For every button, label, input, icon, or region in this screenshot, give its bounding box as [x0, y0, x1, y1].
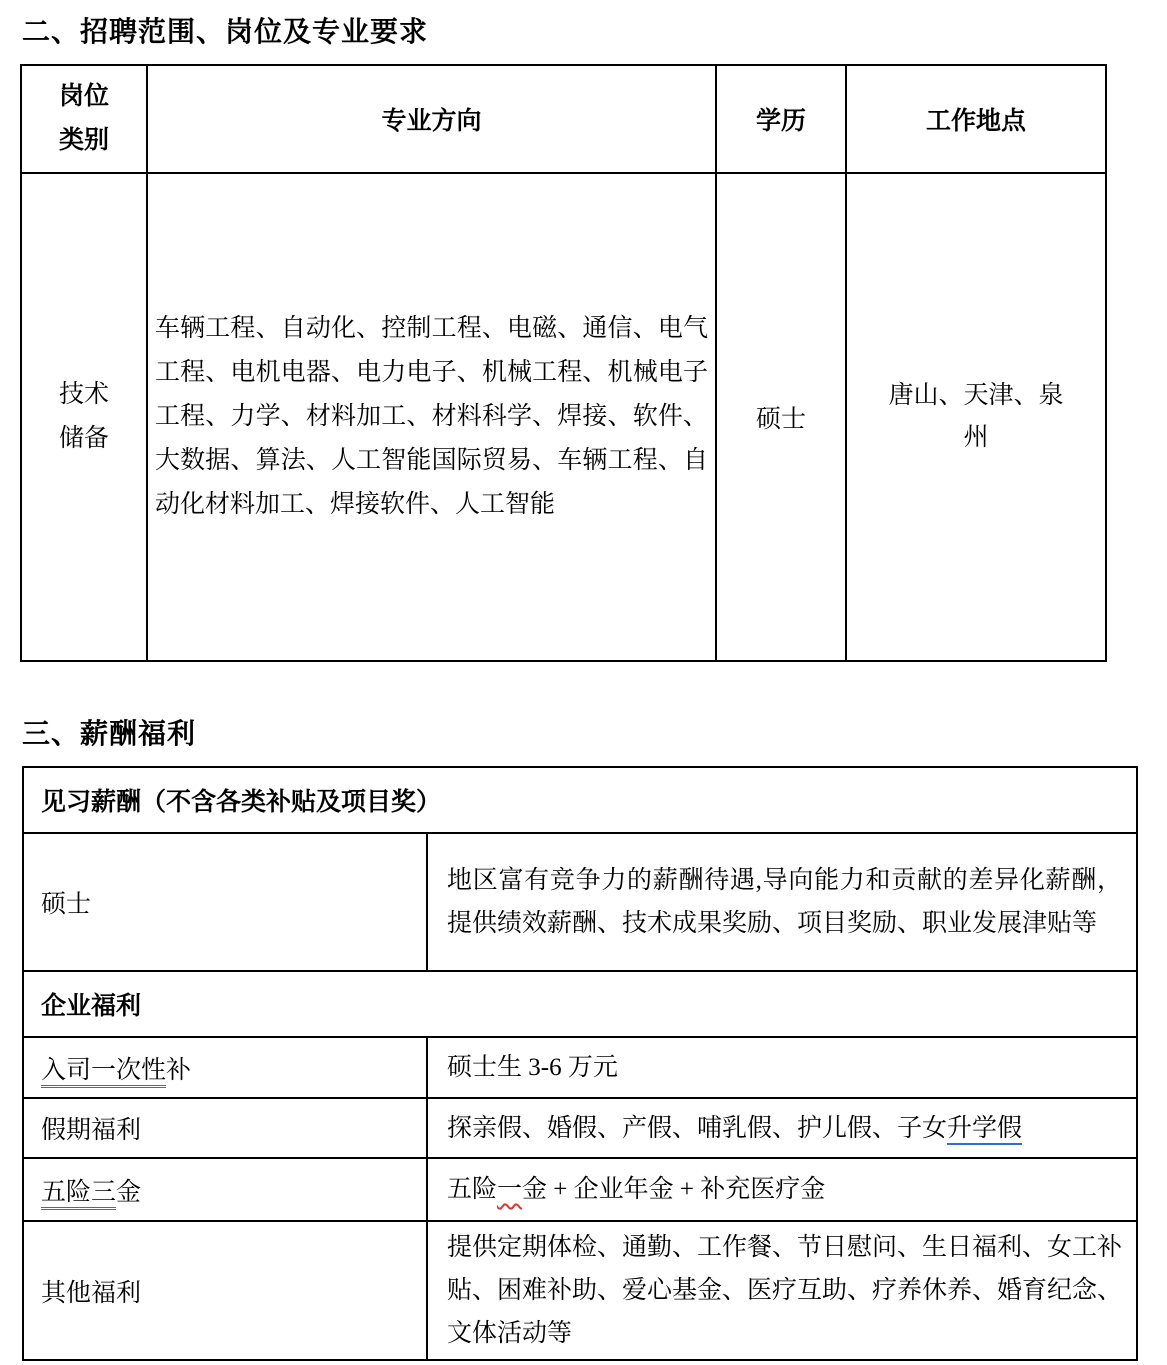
- header-location-cell: 工作地点: [846, 65, 1106, 173]
- header-major-cell: 专业方向: [147, 65, 716, 173]
- trainee-salary-row: [23, 833, 1137, 971]
- welfare-label-cell: 其他福利: [23, 1221, 427, 1360]
- trainee-salary-label-cell: 硕士: [23, 833, 427, 971]
- welfare-row-holiday: [23, 1098, 1137, 1158]
- underlined-text: 入司一次性: [41, 1057, 166, 1088]
- trainee-salary-header-row: [23, 767, 1137, 833]
- location-text: 唐山、天津、泉州: [888, 381, 1064, 451]
- header-category-cell: [21, 65, 147, 173]
- category-cell: [21, 173, 147, 661]
- welfare-value-text: 五险: [447, 1176, 498, 1203]
- welfare-value-cell: [427, 1158, 1137, 1221]
- recruitment-data-row: [21, 173, 1106, 661]
- welfare-header-row: [23, 971, 1137, 1037]
- welfare-label-cell: 假期福利: [23, 1098, 427, 1158]
- welfare-row-onboarding-subsidy: [23, 1037, 1137, 1098]
- spellcheck-word: 一: [497, 1176, 523, 1203]
- welfare-row-other: [23, 1221, 1137, 1360]
- header-category-label: 岗位类别: [58, 83, 109, 154]
- category-label: 技术储备: [58, 381, 109, 452]
- header-education-cell: 学历: [716, 65, 846, 173]
- welfare-value-cell: [427, 1098, 1137, 1158]
- welfare-value-text: 金 + 企业年金 + 补充医疗金: [522, 1176, 826, 1203]
- welfare-header-cell: 企业福利: [23, 971, 1137, 1037]
- welfare-label-text: 金: [116, 1178, 142, 1206]
- recruitment-table: [20, 64, 1107, 662]
- recruitment-header-row: [21, 65, 1106, 173]
- welfare-label-cell: [23, 1158, 427, 1221]
- underlined-text: 五险三: [41, 1179, 116, 1210]
- section-benefits-title: 三、薪酬福利: [22, 719, 197, 750]
- location-cell: [846, 173, 1106, 661]
- education-cell: 硕士: [716, 173, 846, 661]
- benefits-table: [22, 766, 1138, 1361]
- welfare-label-cell: [23, 1037, 427, 1098]
- major-cell: 车辆工程、自动化、控制工程、电磁、通信、电气工程、电机电器、电力电子、机械工程、机械电子工程、力学、材料加工、材料科学、焊接、软件、大数据、算法、人工智能国际贸易、车辆工程、自动化材料加工、焊接软件、人工智能: [147, 173, 716, 661]
- trainee-salary-header-cell: 见习薪酬（不含各类补贴及项目奖）: [23, 767, 1137, 833]
- welfare-label-text: 补: [166, 1056, 192, 1084]
- underlined-text: 升学假: [947, 1115, 1022, 1145]
- welfare-row-insurance: [23, 1158, 1137, 1221]
- trainee-salary-value-cell: 地区富有竞争力的薪酬待遇,导向能力和贡献的差异化薪酬，提供绩效薪酬、技术成果奖励、项目奖励、职业发展津贴等: [427, 833, 1137, 971]
- welfare-value-cell: 提供定期体检、通勤、工作餐、节日慰问、生日福利、女工补贴、困难补助、爱心基金、医疗互助、疗养休养、婚育纪念、文体活动等: [427, 1221, 1137, 1360]
- welfare-value-text: 探亲假、婚假、产假、哺乳假、护儿假、子女: [447, 1114, 948, 1142]
- section-recruitment-title: 二、招聘范围、岗位及专业要求: [22, 17, 429, 48]
- welfare-value-cell: 硕士生 3-6 万元: [427, 1037, 1137, 1098]
